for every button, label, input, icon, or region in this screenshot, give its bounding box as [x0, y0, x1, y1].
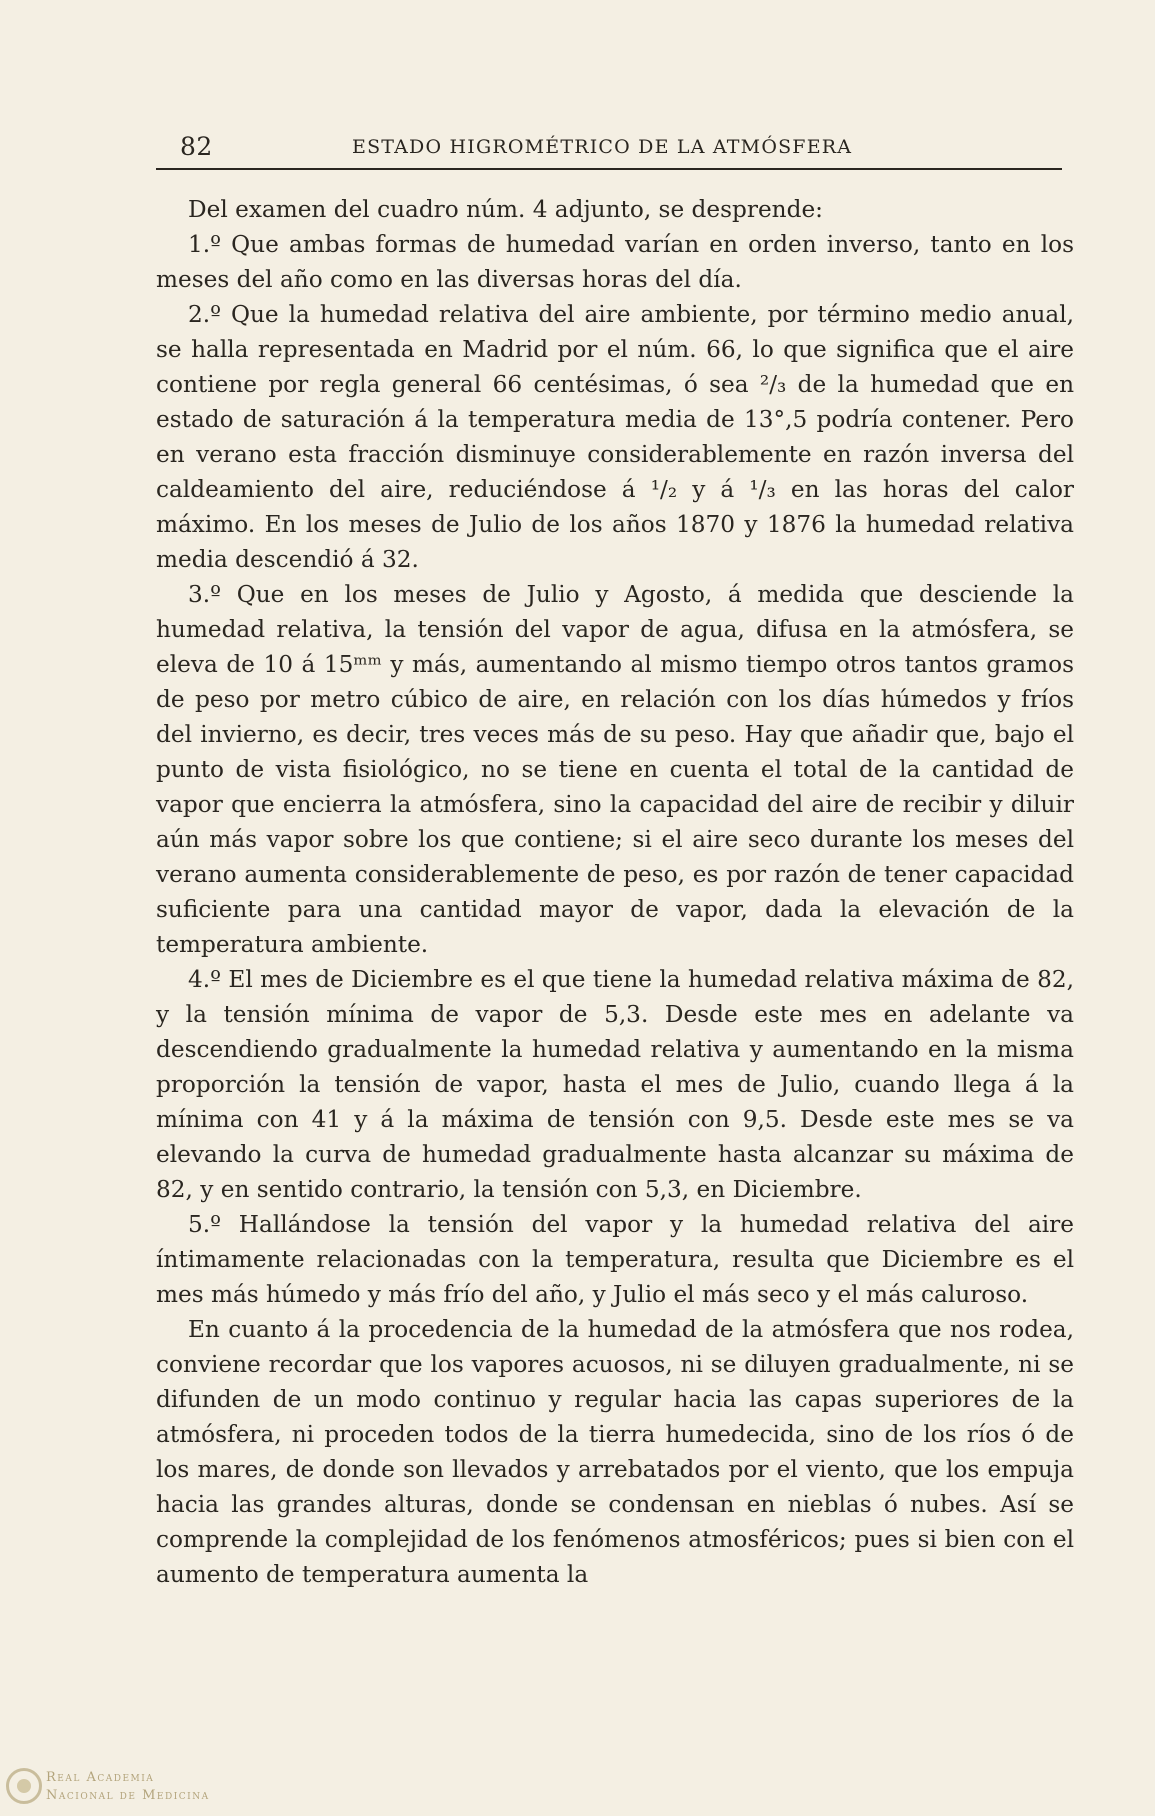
watermark-line-1: Real Academia — [46, 1770, 155, 1785]
page-number: 82 — [180, 132, 213, 161]
paragraph-point-4: 4.º El mes de Diciembre es el que tiene la humedad relativa máxima de 82, y la tensión mínima de vapor de 5,3. Desde este mes en adelante va descendiendo gradualmente la humedad relativa y aumentando en la misma proporción la tensión de vapor, hasta el mes de Julio, cuando llega á la mínima con 41 y á la máxima de tensión con 9,5. Desde este mes se va elevando la curva de humedad gradualmente hasta alcanzar su máxima de 82, y en sentido contrario, la tensión con 5,3, en Diciembre. — [156, 966, 1074, 1203]
body-text — [156, 192, 1074, 1592]
paragraph-procedencia: En cuanto á la procedencia de la humedad de la atmósfera que nos rodea, conviene recordar que los vapores acuosos, ni se diluyen gradualmente, ni se difunden de un modo continuo y regular hacia las capas superiores de la atmósfera, ni proceden todos de la tierra humedecida, sino de los ríos ó de los mares, de donde son llevados y arrebatados por el viento, que los empuja hacia las grandes alturas, donde se condensan en nieblas ó nubes. Así se comprende la complejidad de los fenómenos atmosféricos; pues si bien con el aumento de temperatura aumenta la — [156, 1316, 1074, 1588]
paragraph-point-2: 2.º Que la humedad relativa del aire ambiente, por término medio anual, se halla representada en Madrid por el núm. 66, lo que significa que el aire contiene por regla general 66 centésimas, ó sea ²/₃ de la humedad que en estado de saturación á la temperatura media de 13°,5 podría contener. Pero en verano esta fracción disminuye considerablemente en razón inversa del caldeamiento del aire, reduciéndose á ¹/₂ y á ¹/₃ en las horas del calor máximo. En los meses de Julio de los años 1870 y 1876 la humedad relativa media descendió á 32. — [156, 301, 1074, 573]
paragraph-intro: Del examen del cuadro núm. 4 adjunto, se desprende: — [188, 196, 823, 223]
paragraph-point-1: 1.º Que ambas formas de humedad varían en orden inverso, tanto en los meses del año como en las diversas horas del día. — [156, 231, 1074, 293]
library-watermark — [0, 1768, 240, 1812]
running-head: ESTADO HIGROMÉTRICO DE LA ATMÓSFERA — [352, 136, 853, 158]
paragraph-point-5: 5.º Hallándose la tensión del vapor y la humedad relativa del aire íntimamente relacionadas con la temperatura, resulta que Diciembre es el mes más húmedo y más frío del año, y Julio el más seco y el más caluroso. — [156, 1211, 1074, 1308]
academy-seal-icon — [6, 1768, 42, 1804]
header-rule — [156, 168, 1062, 170]
page-header — [156, 128, 1062, 166]
paragraph-point-3: 3.º Que en los meses de Julio y Agosto, á medida que desciende la humedad relativa, la tensión del vapor de agua, difusa en la atmósfera, se eleva de 10 á 15ᵐᵐ y más, aumentando al mismo tiempo otros tantos gramos de peso por metro cúbico de aire, en relación con los días húmedos y fríos del invierno, es decir, tres veces más de su peso. Hay que añadir que, bajo el punto de vista fisiológico, no se tiene en cuenta el total de la cantidad de vapor que encierra la atmósfera, sino la capacidad del aire de recibir y diluir aún más vapor sobre los que contiene; si el aire seco durante los meses del verano aumenta considerablemente de peso, es por razón de tener capacidad suficiente para una cantidad mayor de vapor, dada la elevación de la temperatura ambiente. — [156, 581, 1074, 958]
watermark-line-2: Nacional de Medicina — [46, 1788, 210, 1803]
